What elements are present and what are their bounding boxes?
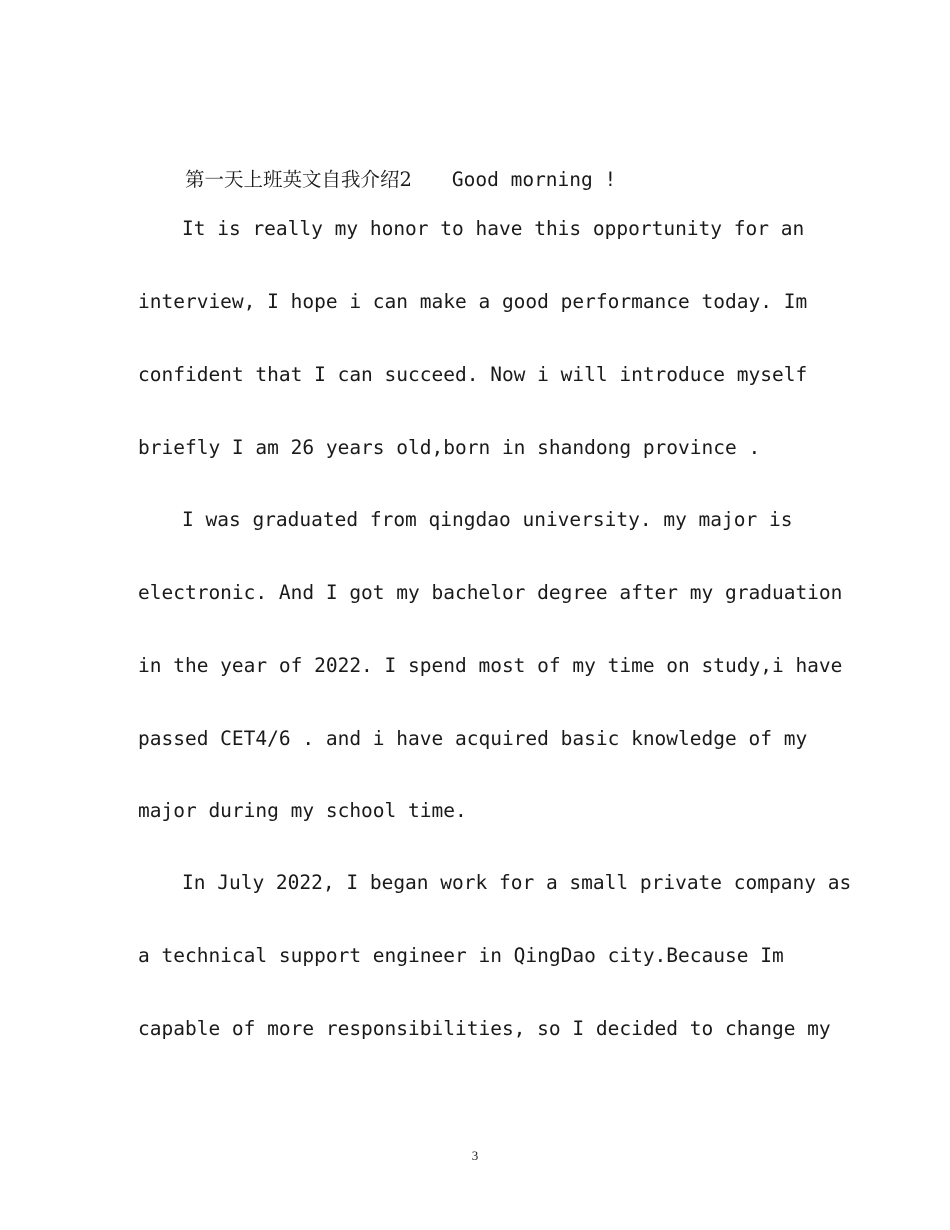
paragraph-line: confident that I can succeed. Now i will introduce myself bbox=[138, 363, 808, 386]
paragraph-line: in the year of 2022. I spend most of my time on study,i have bbox=[138, 654, 843, 677]
heading-greeting: Good morning ! bbox=[451, 168, 617, 191]
page-number: 3 bbox=[471, 1148, 479, 1163]
paragraph-line: It is really my honor to have this opportunity for an bbox=[182, 217, 805, 240]
paragraph-line: interview, I hope i can make a good performance today. Im bbox=[138, 290, 808, 313]
paragraph-line: capable of more responsibilities, so I decided to change my bbox=[138, 1017, 831, 1040]
paragraph-line: a technical support engineer in QingDao city.Because Im bbox=[138, 944, 784, 967]
paragraph-line: briefly I am 26 years old,born in shandong province . bbox=[138, 436, 761, 459]
paragraph-line: electronic. And I got my bachelor degree after my graduation bbox=[138, 581, 843, 604]
paragraph-line: In July 2022, I began work for a small private company as bbox=[182, 871, 852, 894]
heading-chinese: 第一天上班英文自我介绍2 bbox=[184, 168, 412, 191]
paragraph-line: I was graduated from qingdao university. my major is bbox=[182, 508, 793, 531]
paragraph-line: major during my school time. bbox=[138, 799, 467, 822]
paragraph-line: passed CET4/6 . and i have acquired basic knowledge of my bbox=[138, 727, 808, 750]
heading-line bbox=[138, 144, 616, 216]
